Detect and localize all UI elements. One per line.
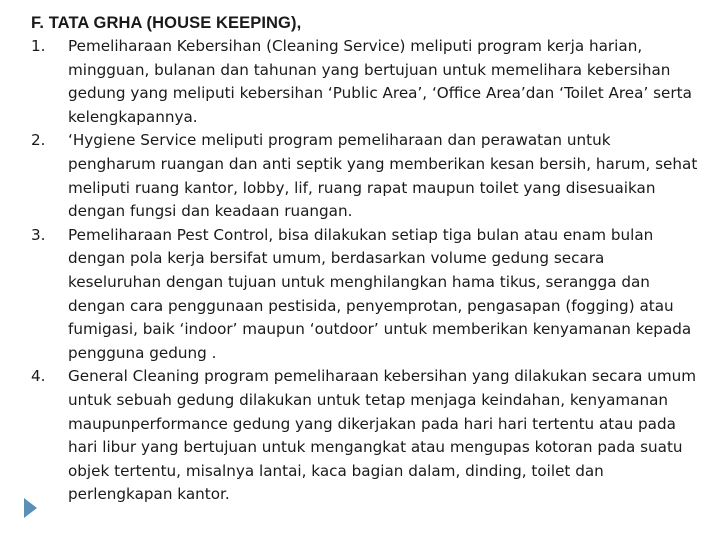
list-item-text: General Cleaning program pemeliharaan kebersihan yang dilakukan secara umum untuk sebuah gedung dilakukan untuk tetap menjaga keindahan, kenyamanan maupunperformance gedung yang dikerjakan pada hari hari tertentu atau pada hari libur yang bertujuan untuk mengangkat atau mengupas kotoran pada suatu objek tertentu, misalnya lantai, kaca bagian dalam, dinding, toilet dan perlengkapan kantor. xyxy=(68,367,697,504)
list-item-text: ‘Hygiene Service meliputi program pemeliharaan dan perawatan untuk pengharum ruangan dan anti septik yang memberikan kesan bersih, harum, sehat meliputi ruang kantor, lobby, lif, ruang rapat maupun toilet yang disesuaikan dengan fungsi dan keadaan ruangan. xyxy=(68,131,698,221)
list-item-3 xyxy=(31,224,701,366)
list-item-number: 2. xyxy=(31,131,46,150)
slide-title: F. TATA GRHA (HOUSE KEEPING), xyxy=(31,14,302,32)
list-item-1 xyxy=(31,35,701,129)
triangle-bullet-icon xyxy=(24,498,37,518)
list-item-number: 1. xyxy=(31,37,46,55)
numbered-list xyxy=(31,35,701,507)
list-item-number: 4. xyxy=(31,367,46,386)
list-item-2 xyxy=(31,129,701,223)
list-item-text: Pemeliharaan Kebersihan (Cleaning Service) meliputi program kerja harian, mingguan, bulanan dan tahunan yang bertujuan untuk memelihara kebersihan gedung yang meliputi kebersihan ‘Public Area’, ‘Office Area’dan ‘Toilet Area’ serta kelengkapannya. xyxy=(68,37,692,126)
list-item-4 xyxy=(31,365,701,507)
list-item-text: Pemeliharaan Pest Control, bisa dilakukan setiap tiga bulan atau enam bulan dengan pola kerja bersifat umum, berdasarkan volume gedung secara keseluruhan dengan tujuan untuk menghilangkan hama tikus, serangga dan dengan cara penggunaan pestisida, penyemprotan, pengasapan (fogging) atau fumigasi, baik ‘indoor’ maupun ‘outdoor’ untuk memberikan kenyamanan kepada pengguna gedung . xyxy=(68,225,692,362)
list-item-number: 3. xyxy=(31,225,46,244)
